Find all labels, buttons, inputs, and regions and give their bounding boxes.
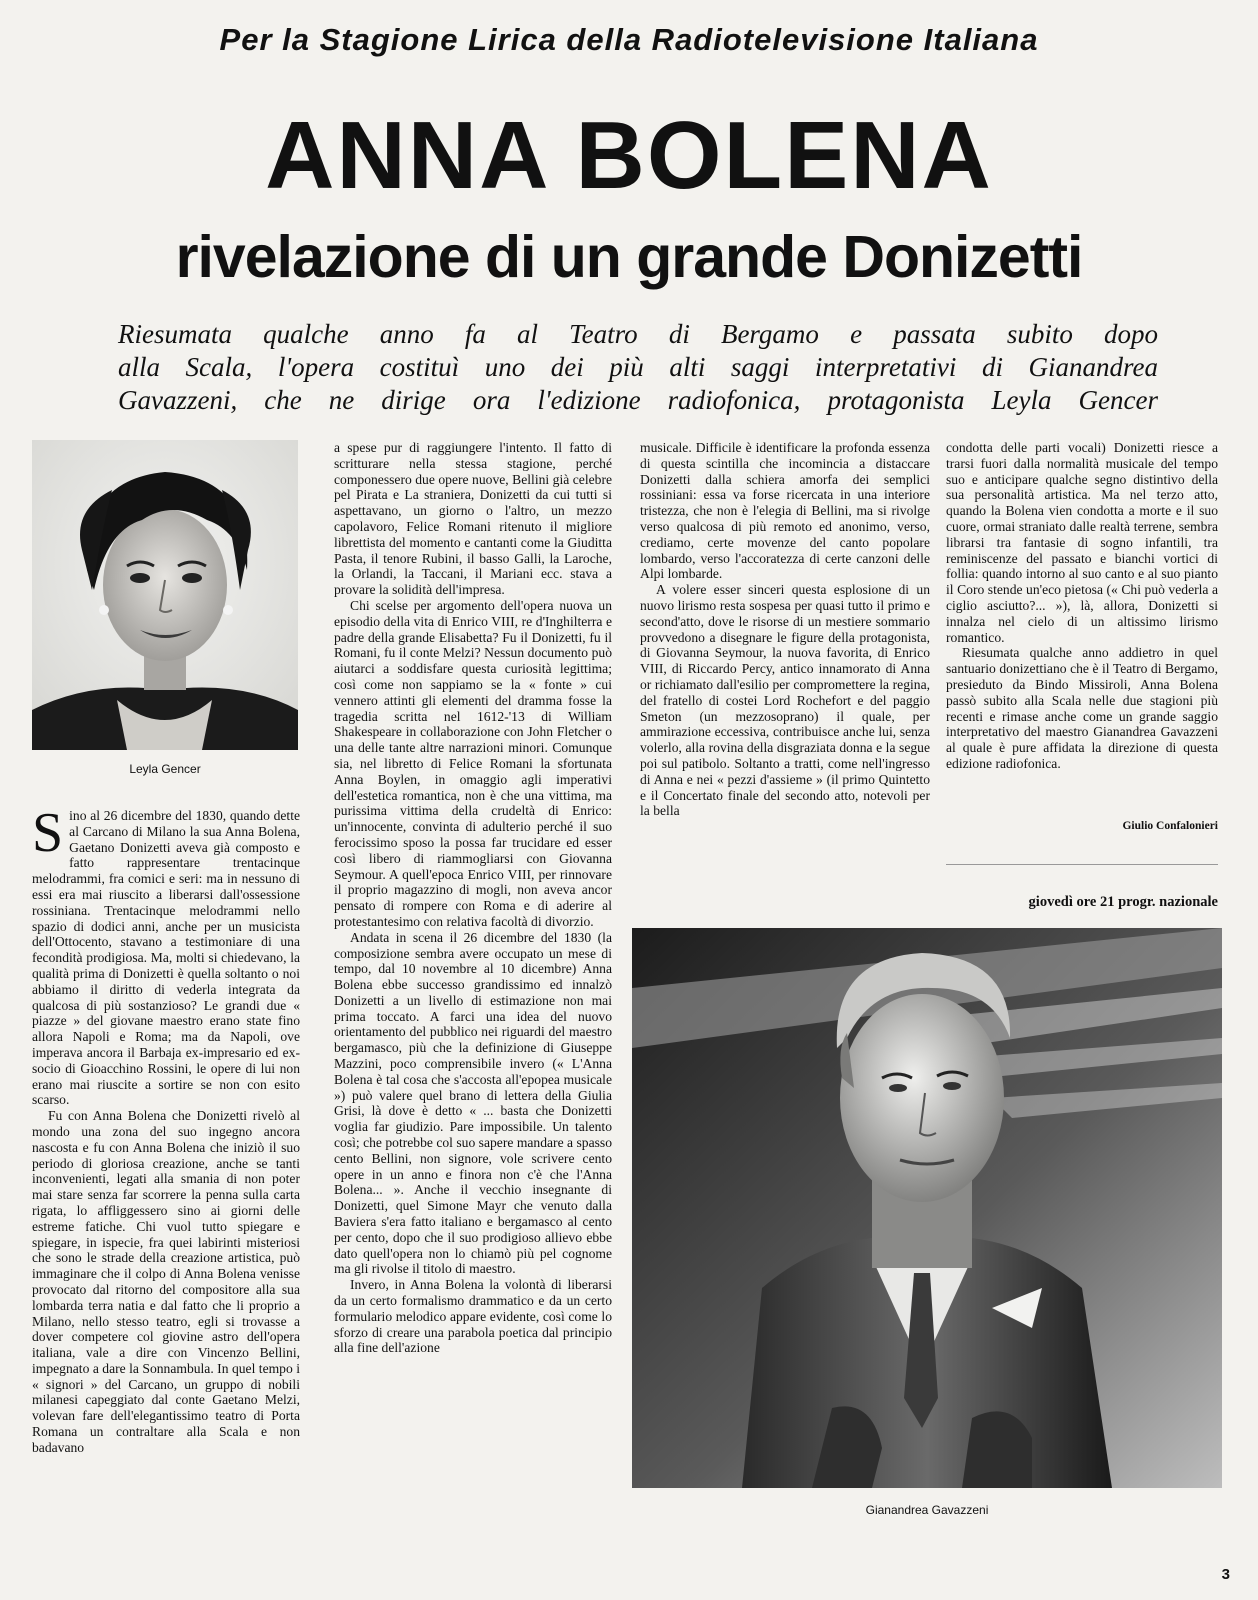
main-title: ANNA BOLENA xyxy=(265,102,993,209)
broadcast-schedule: giovedì ore 21 progr. nazionale xyxy=(1028,894,1218,910)
lede-paragraph xyxy=(118,318,1158,417)
photo-leyla-gencer xyxy=(32,440,298,750)
paragraph-text: ino al 26 dicembre del 1830, quando dette al Carcano di Milano la sua Anna Bolena, Gaetano Donizetti aveva già composto e fatto rappresentare trentacinque melodrammi, fra comici e seri: ma in nessuno di essi era mai riuscito a liberarsi dall'ossessione rossiniana. Trentacinque melodrammi nello spazio di dodici anni, anche per un musicista dell'Ottocento, stavano a testimoniare di una fecondità prodigiosa. Ma, molti si chiedevano, la qualità prima di Donizetti è quella soltanto o noi abbiamo il diritto di vederla integrata da qualcosa di più sostanzioso? Le grandi due « piazze » del giovane maestro erano state fino allora Napoli e Roma; ma da Napoli, ove imperava ancora il Barbaja ex-impresario ed ex-socio di Gioacchino Rossini, le opere di lui non erano mai riuscite a sortire se non con esito scarso. xyxy=(32,808,300,1108)
paragraph xyxy=(32,802,300,1108)
paragraph: condotta delle parti vocali) Donizetti riesce a trarsi fuori dalla normalità musicale del tempo suo e anticipare qualche segno distintivo della sua personalità artistica. Ma nel terzo atto, quando la Bolena vien condotta a morte e il suo cuore, ormai straniato dalle realtà terrene, sembra librarsi tra fantasie di sogno infantili, tra reminiscenze del passato e bianchi vortici di follia: quando intorno al suo canto e al suo pianto il Coro stende un'eco pietosa (« Chi può vederla a ciglio asciutto?... »), là, allora, Donizetti si innalza nel cielo di un altissimo lirismo romantico. xyxy=(946,440,1218,645)
paragraph: A volere esser sinceri questa esplosione di un nuovo lirismo resta sospesa per quasi tutto il primo e second'atto, dove le risorse di un mestiere sommario provvedono a disegnare le figure della protagonista, di Giovanna Seymour, la nuova favorita, di Enrico VIII, di Riccardo Percy, antico innamorato di Anna or richiamato dall'esilio per compromettere la regina, del fratello di costei Lord Rochefort e del paggio Smeton (un mezzosoprano) il quale, per ammirazione eccessiva, contribuisce anche lui, senza volerlo, alla rovina della disgraziata donna e la segue poi sul patibolo. Soltanto a tratti, come nell'ingresso di Anna e nei « pezzi d'assieme » (il primo Quintetto e il Concertato finale del secondo atto, notevoli per la bella xyxy=(640,582,930,819)
lede-line-1: Riesumata qualche anno fa al Teatro di Bergamo e passata subito dopo xyxy=(118,319,1158,349)
kicker-headline: Per la Stagione Lirica della Radiotelevisione Italiana xyxy=(219,22,1039,57)
article-column-2 xyxy=(334,440,612,1356)
photo-caption-leyla-gencer: Leyla Gencer xyxy=(129,762,201,776)
portrait-man-image xyxy=(632,928,1222,1488)
subtitle: rivelazione di un grande Donizetti xyxy=(175,224,1083,290)
article-column-4 xyxy=(946,440,1218,772)
paragraph: Riesumata qualche anno addietro in quel santuario donizettiano che è il Teatro di Bergamo, presieduto da Bindo Missiroli, Anna Bolena passò subito alla Scala nelle due stagioni più recenti e rimase anche come un grande saggio interpretativo del maestro Gianandrea Gavazzeni al quale è pure affidata la direzione di questa edizione radiofonica. xyxy=(946,645,1218,771)
author-byline: Giulio Confalonieri xyxy=(1122,820,1218,832)
paragraph: Andata in scena il 26 dicembre del 1830 (la composizione sembra avere occupato un mese di tempo, dal 10 novembre al 10 dicembre) Anna Bolena ebbe successo grandissimo ed innalzò Donizetti a un livello di estimazione non mai prima toccato. A farci una idea del nuovo orientamento del pubblico nei riguardi del maestro bergamasco, più che la definizione di Giuseppe Mazzini, poco comprensibile invero (« L'Anna Bolena è tal cosa che s'accosta all'epopea musicale ») può valere quel brano di lettera della Giulia Grisi, là dove è detto « ... basta che Donizetti voglia far giudizio. Pare impossibile. Un talento così; che potrebbe col suo sapere mandare a spasso cento Bellini, non signore, vole scrivere cento opere in un anno e finora non c'è che l'Anna Bolena... ». Anche il vecchio insegnante di Donizetti, quel Simone Mayr che venuto dalla Baviera s'era fatto italiano e bergamasco al cento per cento, dopo che il suo prodigioso allievo ebbe dato quell'opera non lo chiamò più pel cognome ma gli rivolse il titolo di maestro. xyxy=(334,929,612,1277)
paragraph: Fu con Anna Bolena che Donizetti rivelò al mondo una zona del suo ingegno ancora nascosta e fu con Anna Bolena che iniziò il suo periodo di gloriosa creazione, anche se tanti inconvenienti, legati alla smania di non poter mai stare senza far scorrere la penna sulla carta rigata, lo affliggessero sino ai giorni delle estreme fatiche. Chi vuol tutto spiegare e spiegare, in ispecie, fra quei labirinti misteriosi che sono le strade della creazione artistica, può immaginare che il colpo di Anna Bolena venisse provocato dal ritorno del compositore alla sua lombarda terra natia e dal fatto che li proprio a Milano, nello stesso teatro, egli si trovasse a dover competere col giovine astro dell'opera italiana, vale a dire con Vincenzo Bellini, impegnato a dare la Sonnambula. In quel tempo i « signori » del Carcano, un gruppo di nobili milanesi capeggiato dal conte Gaetano Melzi, volevan fare dell'elegantissimo teatro di Porta Romana un contraltare alla Scala e non badavano xyxy=(32,1108,300,1455)
photo-caption-gianandrea-gavazzeni: Gianandrea Gavazzeni xyxy=(865,1503,989,1517)
paragraph: a spese pur di raggiungere l'intento. Il fatto di scritturare nella stessa stagione, perché componessero due opere nuove, Bellini già celebre pel Pirata e La straniera, Donizetti da cui tutti si aspettavano, un giorno o l'altro, un mezzo capolavoro, Felice Romani ritenuto il migliore librettista del momento e cantanti come la Giuditta Pasta, il tenore Rubini, il basso Galli, la Laroche, la Orlandi, la Taccani, il Mariani ecc. stava a provare la solidità dell'impresa. xyxy=(334,440,612,598)
portrait-woman-image xyxy=(32,440,298,750)
photo-gianandrea-gavazzeni xyxy=(632,928,1222,1488)
paragraph: Invero, in Anna Bolena la volontà di liberarsi da un certo formalismo drammatico e da un certo formulario melodico appare evidente, così come lo sforzo di creare una parabola poetica dal principio alla fine dell'azione xyxy=(334,1277,612,1356)
lede-line-3: Gavazzeni, che ne dirige ora l'edizione radiofonica, protagonista Leyla Gencer xyxy=(118,385,1158,415)
paragraph: Chi scelse per argomento dell'opera nuova un episodio della vita di Enrico VIII, re d'Inghilterra e padre della grande Elisabetta? Fu il Donizetti, fu il Romani, fu il conte Melzi? Nessun documento può aiutarci a soddisfare questa curiosità legittima; così come non sappiamo se la « fonte » cui vennero attinti gli elementi del dramma fosse la tragedia scritta nel 1612-'13 di William Shakespeare in collaborazione con John Fletcher o una delle tante altre narrazioni minori. Comunque sia, nel libretto di Felice Romani la sfortunata Anna Boylen, in omaggio agli imperativi dell'estetica romantica, non è che una vittima, ma purissima vittima della crudeltà di Enrico: un'innocente, convinta di adulterio perché il suo ferocissimo sposo la possa far trucidare ed esser così libero di riammogliarsi con Giovanna Seymour. A quell'epoca Enrico VIII, per rinnovare il proprio magazzino di mogli, non aveva ancor pensato di rompere con Roma e di aderire al protestantesimo con relativa facoltà di divorzio. xyxy=(334,597,612,929)
drop-cap: S xyxy=(32,802,64,864)
article-column-1 xyxy=(32,802,300,1456)
divider xyxy=(946,864,1218,865)
page-number: 3 xyxy=(1221,1566,1230,1583)
paragraph: musicale. Difficile è identificare la profonda essenza di questa scintilla che incomincia a distaccare Donizetti dalla schiera amorfa dei semplici rossiniani: essa va forse ricercata in una interiore tristezza, che non è l'elegia di Bellini, ma si rivolge verso qualcosa di più remoto ed anonimo, verso, crediamo, certe movenze del canto popolare lombardo, verso l'accoratezza di certe canzoni delle Alpi lombarde. xyxy=(640,440,930,582)
lede-line-2: alla Scala, l'opera costituì uno dei più alti saggi interpretativi di Gianandrea xyxy=(118,352,1158,382)
article-column-3 xyxy=(640,440,930,819)
